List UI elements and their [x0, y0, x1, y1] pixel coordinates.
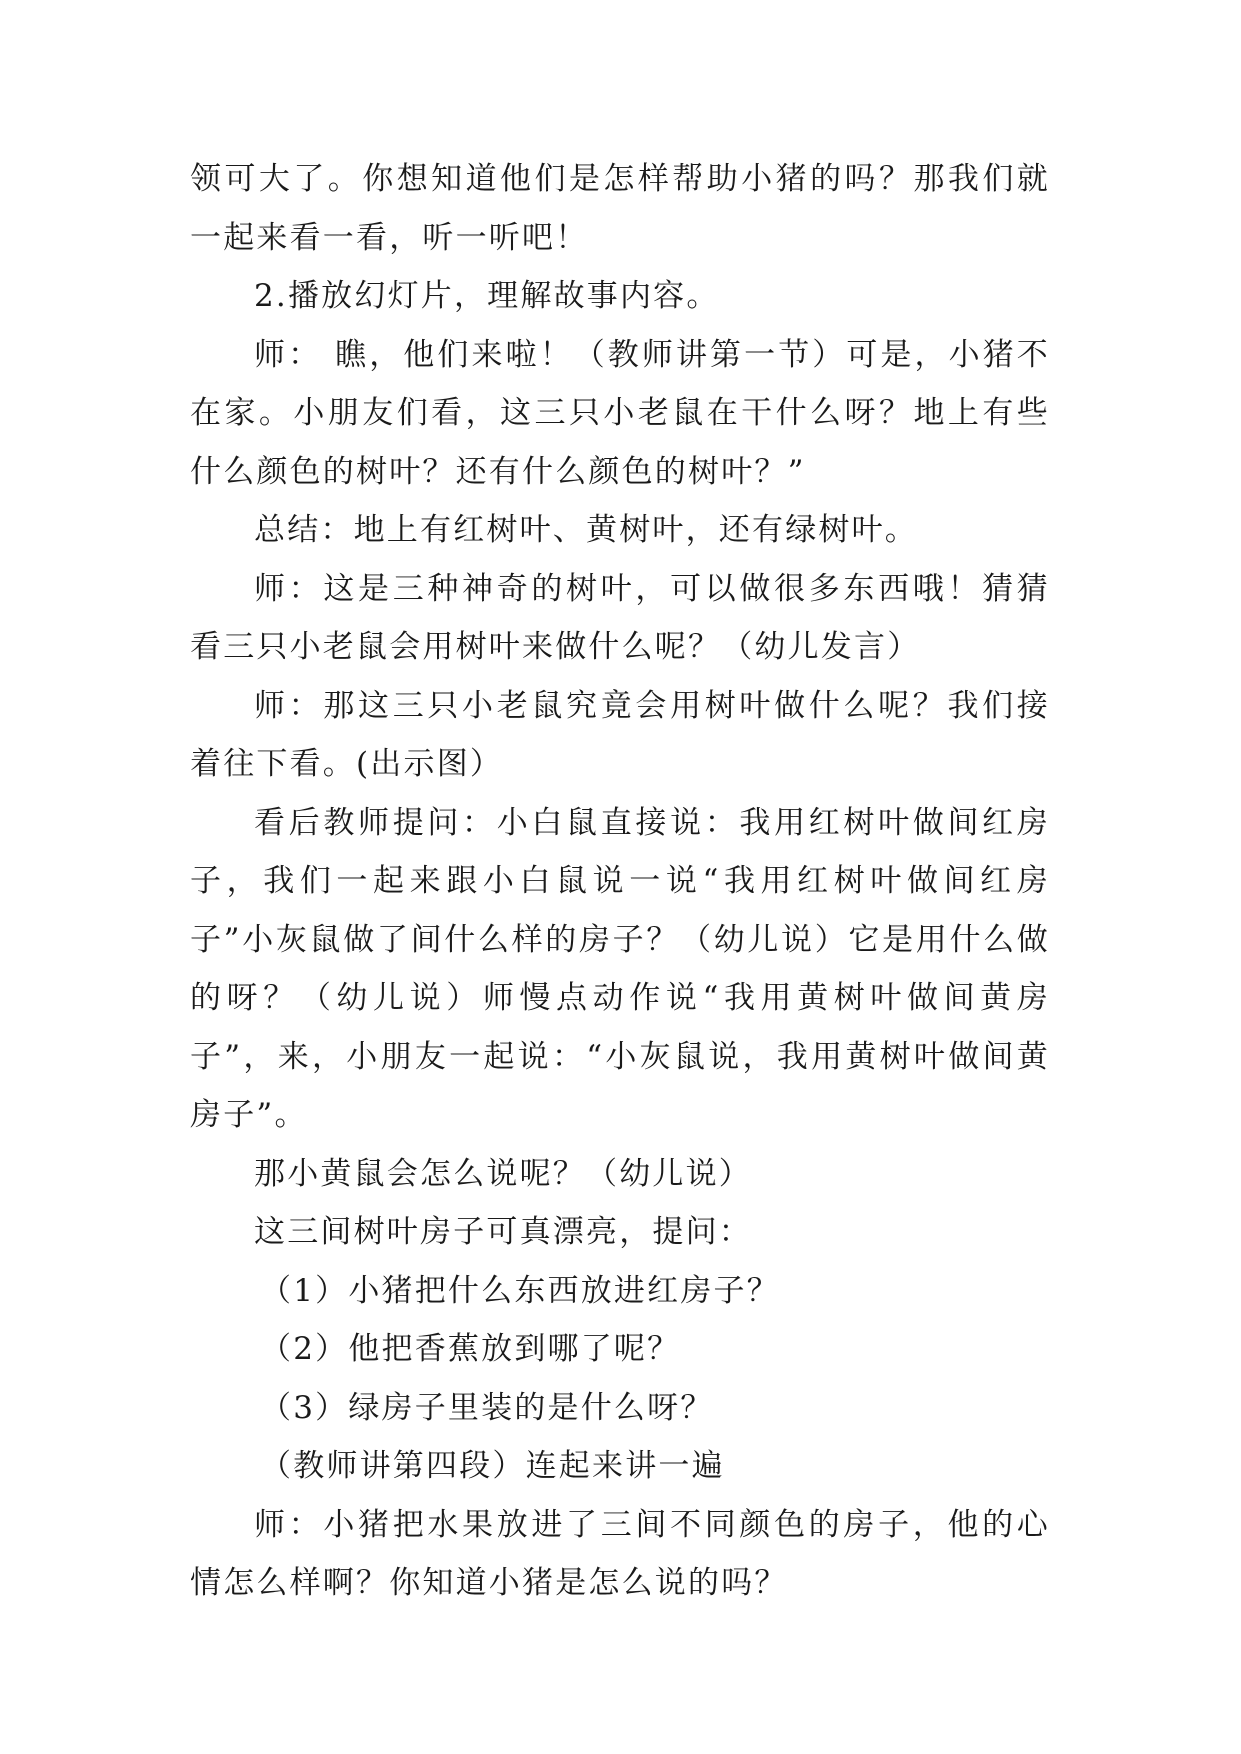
- question-item: （1）小猪把什么东西放进红房子？: [260, 1272, 780, 1309]
- paragraph: 总结：地上有红树叶、黄树叶，还有绿树叶。: [254, 512, 918, 548]
- paragraph: 这三间树叶房子可真漂亮，提问：: [254, 1214, 752, 1250]
- paragraph: 那小黄鼠会怎么说呢？（幼儿说）: [254, 1155, 752, 1192]
- paragraph: 师：小猪把水果放进了三间不同颜色的房子，他的心情怎么样啊？你知道小猪是怎么说的吗？: [190, 1506, 1050, 1601]
- document-body: [190, 150, 1050, 1613]
- paragraph: 师：那这三只小老鼠究竟会用树叶做什么呢？我们接着往下看。(出示图）: [190, 687, 1050, 782]
- paragraph: 师：这是三种神奇的树叶，可以做很多东西哦！猜猜看三只小老鼠会用树叶来做什么呢？（幼儿发言）: [190, 570, 1050, 665]
- question-item: （3）绿房子里装的是什么呀？: [260, 1389, 714, 1426]
- paragraph: 看后教师提问：小白鼠直接说：我用红树叶做间红房子，我们一起来跟小白鼠说一说“我用红树叶做间红房子”小灰鼠做了间什么样的房子？（幼儿说）它是用什么做的呀？（幼儿说）师慢点动作说“我用黄树叶做间黄房子”，来，小朋友一起说：“小灰鼠说，我用黄树叶做间黄房子”。: [190, 804, 1050, 1133]
- question-item: （2）他把香蕉放到哪了呢？: [260, 1331, 681, 1367]
- instruction-item: （教师讲第四段）连起来讲一遍: [260, 1448, 725, 1484]
- paragraph: 2.播放幻灯片，理解故事内容。: [254, 278, 720, 314]
- paragraph: 师： 瞧，他们来啦！（教师讲第一节）可是，小猪不在家。小朋友们看，这三只小老鼠在干什么呀？地上有些什么颜色的树叶？还有什么颜色的树叶？”: [190, 336, 1050, 490]
- paragraph: 领可大了。你想知道他们是怎样帮助小猪的吗？那我们就一起来看一看，听一听吧！: [190, 161, 1050, 256]
